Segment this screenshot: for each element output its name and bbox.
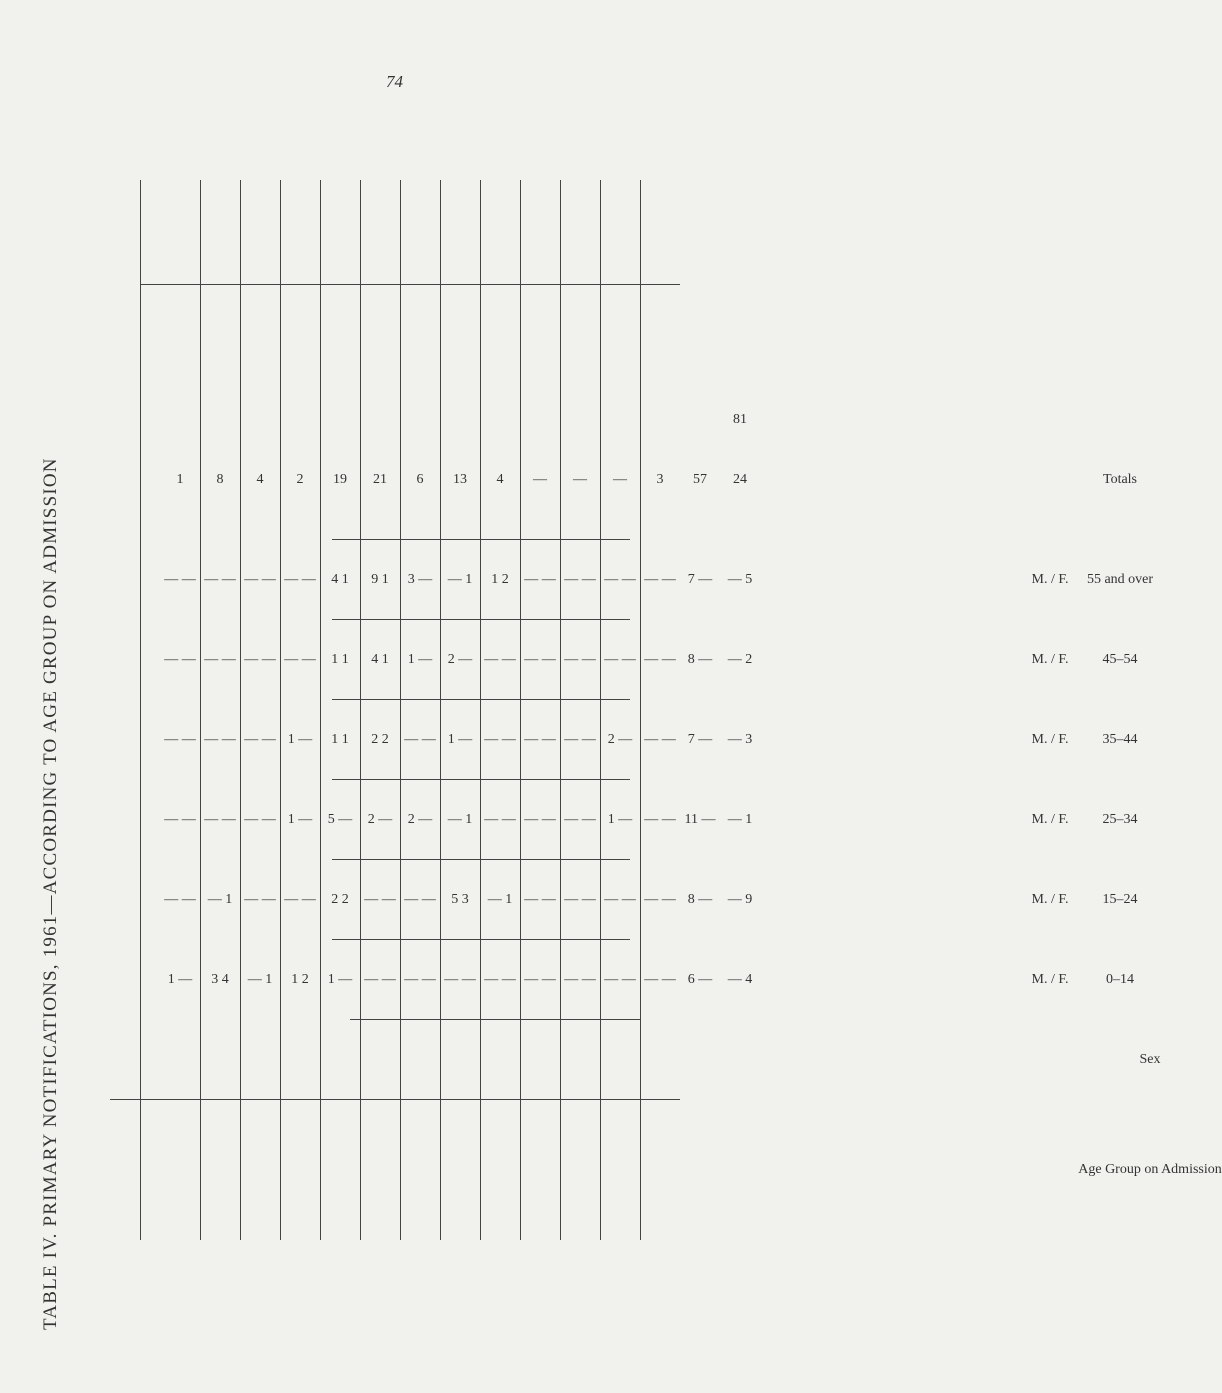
sex-label: M. / F. bbox=[1031, 571, 1069, 587]
rotated-table bbox=[110, 180, 1222, 1240]
table-cell: 7 — bbox=[687, 732, 713, 748]
table-cell: — — bbox=[644, 812, 676, 828]
table-cell: — — bbox=[284, 652, 316, 668]
table-cell: — — bbox=[604, 572, 636, 588]
table-cell: 2 — bbox=[407, 812, 433, 828]
table-cell: — — bbox=[564, 972, 596, 988]
table-cell: — — bbox=[204, 732, 236, 748]
totals-cell: 13 bbox=[453, 472, 467, 488]
sex-header: Sex bbox=[1139, 1052, 1161, 1067]
totals-cell: 1 bbox=[176, 472, 184, 488]
table-cell: 1 — bbox=[407, 652, 433, 668]
table-cell: — — bbox=[164, 812, 196, 828]
totals-cell: — bbox=[573, 472, 587, 488]
age-group-label: 35–44 bbox=[1102, 731, 1138, 747]
table-cell: — — bbox=[404, 732, 436, 748]
table-cell: — 1 bbox=[447, 812, 473, 828]
age-group-label: 45–54 bbox=[1102, 651, 1138, 667]
table-cell: — 3 bbox=[727, 732, 753, 748]
table-cell: — — bbox=[444, 972, 476, 988]
table-cell: — — bbox=[164, 732, 196, 748]
table-cell: 1 2 bbox=[491, 572, 509, 588]
table-cell: 1 1 bbox=[331, 652, 349, 668]
table-cell: — 1 bbox=[447, 572, 473, 588]
table-cell: — — bbox=[284, 892, 316, 908]
table-cell: — 1 bbox=[487, 892, 513, 908]
grand-total: 81 bbox=[733, 412, 747, 428]
table-cell: — — bbox=[644, 972, 676, 988]
table-cell: — — bbox=[564, 892, 596, 908]
table-cell: — — bbox=[644, 652, 676, 668]
table-cell: 1 — bbox=[327, 972, 353, 988]
totals-cell: 3 bbox=[656, 472, 664, 488]
age-group-label: 15–24 bbox=[1102, 891, 1138, 907]
table-cell: — — bbox=[644, 732, 676, 748]
age-group-header: Age Group on Admission bbox=[1078, 1161, 1222, 1177]
table-cell: 1 2 bbox=[291, 972, 309, 988]
table-cell: — — bbox=[604, 892, 636, 908]
table-cell: 9 1 bbox=[371, 572, 389, 588]
table-cell: — — bbox=[604, 652, 636, 668]
table-cell: 8 — bbox=[687, 892, 713, 908]
totals-cell: 8 bbox=[216, 472, 224, 488]
table-cell: 2 — bbox=[607, 732, 633, 748]
table-cell: — 9 bbox=[727, 892, 753, 908]
table-cell: — — bbox=[644, 892, 676, 908]
table-cell: — 1 bbox=[207, 892, 233, 908]
sex-label: M. / F. bbox=[1031, 651, 1069, 667]
table-cell: — — bbox=[524, 572, 556, 588]
table-cell: — — bbox=[484, 652, 516, 668]
totals-cell: — bbox=[613, 472, 627, 488]
table-cell: — 4 bbox=[727, 972, 753, 988]
totals-cell: 2 bbox=[296, 472, 304, 488]
table-cell: 1 — bbox=[607, 812, 633, 828]
table-cell: — — bbox=[164, 652, 196, 668]
table-cell: — — bbox=[244, 812, 276, 828]
sex-label: M. / F. bbox=[1031, 971, 1069, 987]
sex-label: M. / F. bbox=[1031, 891, 1069, 907]
table-cell: 2 2 bbox=[371, 732, 389, 748]
page-number: 74 bbox=[386, 72, 403, 91]
table-cell: 1 — bbox=[167, 972, 193, 988]
table-cell: — — bbox=[524, 812, 556, 828]
table-cell: — — bbox=[244, 652, 276, 668]
sex-label: M. / F. bbox=[1031, 811, 1069, 827]
table-cell: 2 2 bbox=[331, 892, 349, 908]
table-cell: — — bbox=[524, 892, 556, 908]
sex-label: M. / F. bbox=[1031, 731, 1069, 747]
table-cell: — — bbox=[484, 812, 516, 828]
table-cell: 11 — bbox=[684, 812, 716, 828]
table-cell: 1 — bbox=[287, 812, 313, 828]
totals-cell: 19 bbox=[333, 472, 347, 488]
table-cell: — 5 bbox=[727, 572, 753, 588]
table-cell: — — bbox=[204, 812, 236, 828]
table-cell: — — bbox=[484, 732, 516, 748]
table-cell: — 1 bbox=[247, 972, 273, 988]
table-cell: 1 — bbox=[287, 732, 313, 748]
table-cell: — — bbox=[164, 572, 196, 588]
totals-cell: 4 bbox=[496, 472, 504, 488]
table-cell: 4 1 bbox=[331, 572, 349, 588]
table-cell: — 2 bbox=[727, 652, 753, 668]
age-group-label: 25–34 bbox=[1102, 811, 1138, 827]
table-cell: — — bbox=[244, 572, 276, 588]
table-cell: — — bbox=[244, 732, 276, 748]
table-cell: — — bbox=[364, 972, 396, 988]
table-cell: — — bbox=[564, 812, 596, 828]
table-cell: — — bbox=[524, 972, 556, 988]
table-cell: — — bbox=[604, 972, 636, 988]
age-group-label: 0–14 bbox=[1106, 971, 1134, 987]
table-cell: — — bbox=[404, 892, 436, 908]
table-cell: 5 3 bbox=[451, 892, 469, 908]
table-cell: — — bbox=[284, 572, 316, 588]
table-cell: 2 — bbox=[447, 652, 473, 668]
table-cell: 6 — bbox=[687, 972, 713, 988]
totals-cell: 4 bbox=[256, 472, 264, 488]
totals-cell: 21 bbox=[373, 472, 387, 488]
table-cell: 8 — bbox=[687, 652, 713, 668]
table-cell: — — bbox=[484, 972, 516, 988]
table-cell: 1 1 bbox=[331, 732, 349, 748]
table-cell: — — bbox=[404, 972, 436, 988]
table-cell: — — bbox=[164, 892, 196, 908]
table-cell: 2 — bbox=[367, 812, 393, 828]
table-cell: — 1 bbox=[727, 812, 753, 828]
table-cell: — — bbox=[204, 652, 236, 668]
table-cell: — — bbox=[644, 572, 676, 588]
totals-cell: 6 bbox=[416, 472, 424, 488]
totals-cell: 24 bbox=[733, 472, 747, 488]
age-group-label: 55 and over bbox=[1086, 571, 1154, 587]
totals-label: Totals bbox=[1102, 472, 1138, 487]
table-cell: — — bbox=[564, 732, 596, 748]
table-cell: — — bbox=[244, 892, 276, 908]
totals-cell: — bbox=[533, 472, 547, 488]
table-cell: 5 — bbox=[327, 812, 353, 828]
table-title: TABLE IV. PRIMARY NOTIFICATIONS, 1961—ACCORDING TO AGE GROUP ON ADMISSION bbox=[40, 457, 61, 1330]
table-cell: — — bbox=[524, 652, 556, 668]
table-cell: 3 4 bbox=[211, 972, 229, 988]
table-cell: 4 1 bbox=[371, 652, 389, 668]
table-cell: 7 — bbox=[687, 572, 713, 588]
table-cell: — — bbox=[564, 652, 596, 668]
table-cell: — — bbox=[524, 732, 556, 748]
table-cell: 1 — bbox=[447, 732, 473, 748]
table-cell: 3 — bbox=[407, 572, 433, 588]
table-cell: — — bbox=[364, 892, 396, 908]
totals-cell: 57 bbox=[693, 472, 707, 488]
table-cell: — — bbox=[564, 572, 596, 588]
table-cell: — — bbox=[204, 572, 236, 588]
